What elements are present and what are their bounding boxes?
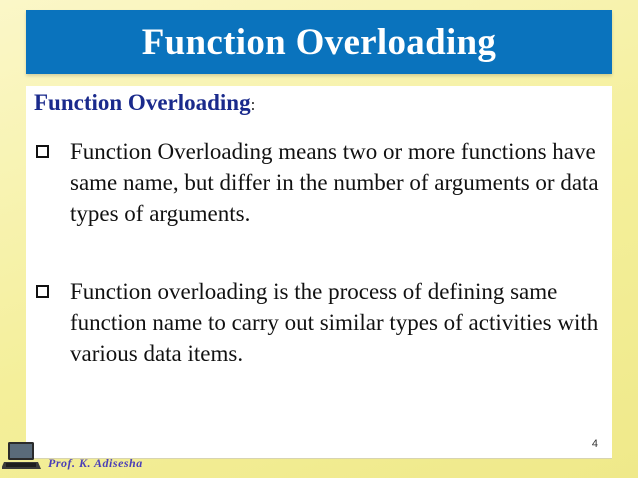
title-bar <box>26 10 612 74</box>
bullet-item <box>34 276 604 369</box>
subheading-colon: : <box>250 95 256 114</box>
subheading <box>34 90 255 116</box>
footer-author: Prof. K. Adisesha <box>48 456 143 470</box>
laptop-icon <box>2 440 42 472</box>
bullet-text: Function overloading is the process of defining same function name to carry out similar types of activities with various data items. <box>70 279 599 366</box>
checkbox-square-icon <box>36 285 49 298</box>
subheading-text: Function Overloading <box>34 90 251 115</box>
bullet-item <box>34 136 604 229</box>
page-number: 4 <box>591 438 598 450</box>
slide-title: Function Overloading <box>141 21 497 63</box>
bullet-text: Function Overloading means two or more functions have same name, but differ in the number of arguments or data types of arguments. <box>70 139 599 226</box>
checkbox-square-icon <box>36 145 49 158</box>
content-area <box>26 86 612 459</box>
